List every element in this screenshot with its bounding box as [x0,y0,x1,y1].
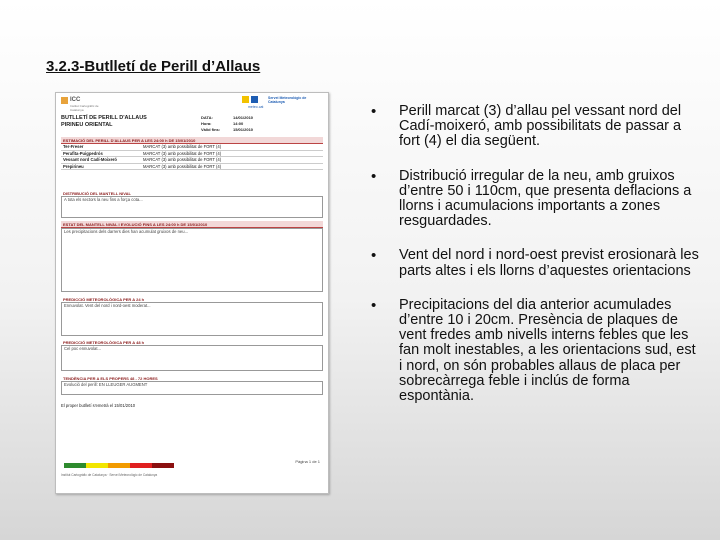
bullet-item [371,248,701,278]
danger-scale-3 [108,463,130,468]
forecast-24-section: PREDICCIÓ METEOROLÒGICA PER A 24 h Ennuvolat. Vent del nord i nord-oest moderat... [61,296,323,336]
forecast-48-section: PREDICCIÓ METEOROLÒGICA PER A 48 h Cel poc ennuvolat... [61,339,323,371]
danger-scale-4 [130,463,152,468]
bulletin-meta: DATA: 14/01/2010 Hora: 14:00 Vàlid fins: 15/01/2010 [201,115,254,132]
meteocat-logo: Servei Meteorològic de Catalunya meteo.cat [242,96,322,114]
bullet-list [371,104,701,423]
page-number: Pàgina 1 de 1 [295,459,320,464]
bullet-symbol: • [371,296,377,314]
estimation-section: ESTIMACIÓ DEL PERILL D'ALLAUS PER A LES 24:00 h DE 15/01/2010 Ter-Freser MARCAT (3) amb possibilitat de FORT (4) Perafita-Puigpedrós MARCAT (3) amb possibilitat de FORT (4) Vessant nord Cadí-Moixeró MARCAT (3) amb possibilitat de FORT (4) Prepirineu MARCAT (3) amb possibilitat de FORT (4) [61,137,323,170]
bullet-text: Perill marcat (3) d’allau pel vessant nord del Cadí-moixeró, amb possibilitats de passar a fort (4) el dia següent. [399,103,682,150]
bulletin-heading-1: BUTLLETÍ DE PERILL D'ALLAUS [61,115,147,121]
bullet-item [371,104,701,150]
document-footer: Institut Cartogràfic de Catalunya · Servei Meteorològic de Catalunya [61,473,158,477]
bullet-item [371,169,701,230]
distribution-section: DISTRIBUCIÓ DEL MANTELL NIVAL A tota els sectors la neu fins a força cota... [61,190,323,218]
bullet-text: Precipitacions del dia anterior acumulades d’entre 10 i 20cm. Presència de plaques de vent fredes amb nivells interns febles que les fan molt inestables, a les orientacions sud, est i nord, on són probables allaus de placa per sobrecàrrega feble i inclús de forma espontània. [399,296,696,405]
tendency-section: TENDÈNCIA PER A ELS PROPERS 48 - 72 HORES Evolució del perill: EN LLEUGER AUGMENT [61,375,323,395]
bullet-symbol: • [371,167,377,185]
danger-scale-5 [152,463,174,468]
bullet-symbol: • [371,247,377,265]
state-section: ESTAT DEL MANTELL NIVAL I EVOLUCIÓ FINS A LES 24:00 h DE 15/01/2010 Les precipitacions dels darrers dies han acumulat gruixos de neu... [61,221,323,292]
icc-logo: ICC Institut Cartogràfic de Catalunya [61,97,83,111]
danger-scale-2 [86,463,108,468]
bullet-text: Distribució irregular de la neu, amb gruixos d’entre 50 i 110cm, que presenta deflacions a llorns i acumulacions importants a zones resguardades. [399,167,692,230]
danger-scale [64,463,174,468]
bullet-text: Vent del nord i nord-oest previst erosionarà les parts altes i els llorns d’aquestes orientacions [399,247,699,279]
slide-title: 3.2.3-Butlletí de Perill d’Allaus [46,58,261,75]
bulletin-header [61,115,323,132]
bulletin-heading-2: PIRINEU ORIENTAL [61,121,113,128]
danger-scale-1 [64,463,86,468]
next-bulletin: El proper butlletí s'emetrà el 15/01/2010 [61,403,136,408]
bullet-symbol: • [371,103,377,120]
bullet-item [371,298,701,404]
bulletin-document-image [55,92,329,494]
